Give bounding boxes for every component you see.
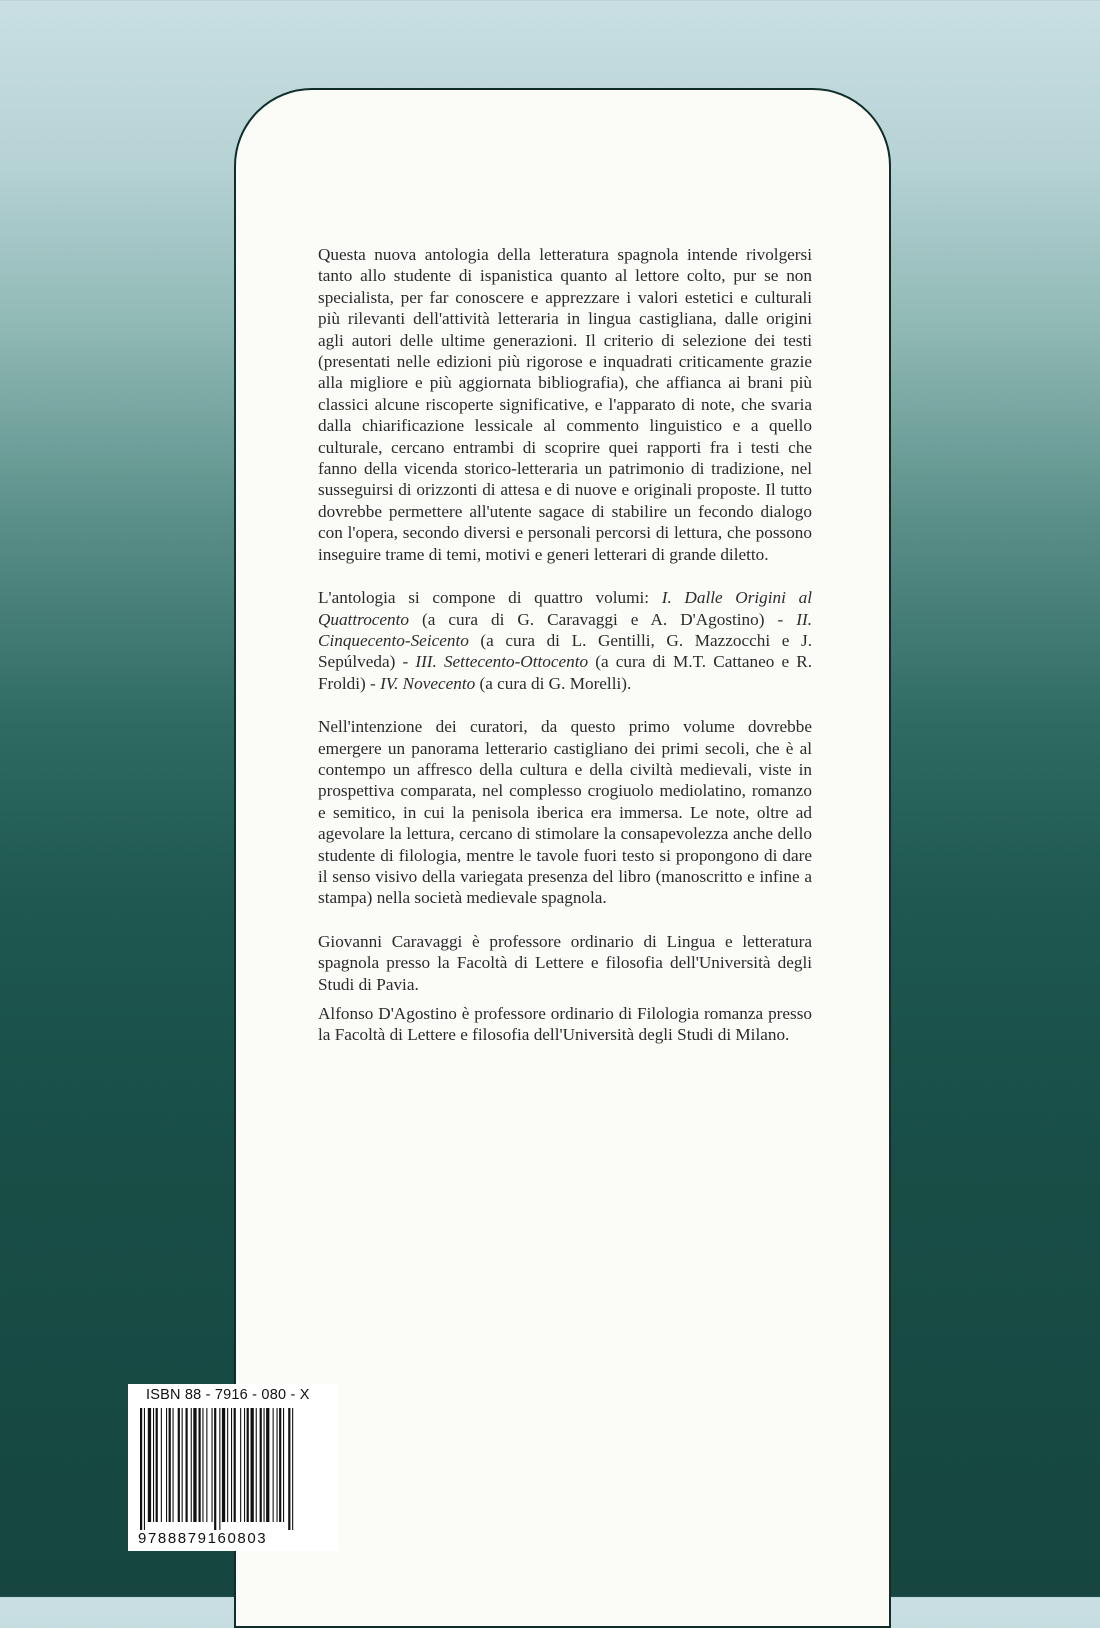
barcode-bar bbox=[173, 1408, 174, 1522]
barcode-bar bbox=[247, 1408, 249, 1522]
barcode-bar bbox=[166, 1408, 167, 1522]
barcode-bar bbox=[283, 1408, 284, 1522]
barcode-bar bbox=[186, 1408, 188, 1522]
back-cover-text bbox=[318, 244, 812, 1068]
barcode-bar bbox=[206, 1408, 207, 1522]
barcode-bar bbox=[161, 1408, 162, 1522]
barcode-bar bbox=[264, 1408, 265, 1522]
barcode-bar bbox=[222, 1408, 225, 1522]
barcode-bar bbox=[148, 1408, 151, 1522]
barcode-bar bbox=[178, 1408, 180, 1522]
barcode-bar bbox=[292, 1408, 293, 1530]
barcode-digits: 9788879160803 bbox=[138, 1530, 268, 1547]
volume-2-editors: (a cura di L. Gentilli, G. Mazzocchi e J. Sepúlveda) - bbox=[318, 630, 812, 672]
volume-2-title: II. Cinquecento-Seicento bbox=[318, 609, 812, 650]
volume-1-title: I. Dalle Origini al Quattrocento bbox=[318, 588, 812, 629]
volumes-paragraph bbox=[318, 587, 812, 694]
barcode-bar bbox=[244, 1408, 245, 1522]
barcode-bar bbox=[256, 1408, 257, 1522]
barcode-bar bbox=[169, 1408, 171, 1522]
barcode-bar bbox=[240, 1408, 241, 1522]
volumes-intro: L'antologia si compone di quattro volumi: bbox=[318, 588, 662, 608]
barcode-bar bbox=[273, 1408, 274, 1522]
barcode-bar bbox=[219, 1408, 220, 1530]
barcode-bar bbox=[193, 1408, 196, 1522]
barcode-bar bbox=[251, 1408, 254, 1522]
isbn-barcode bbox=[128, 1384, 338, 1551]
barcode-bars bbox=[138, 1408, 332, 1530]
barcode-bar bbox=[277, 1408, 278, 1522]
volume-4-title: IV. Novecento bbox=[380, 673, 476, 693]
barcode-bar bbox=[144, 1408, 145, 1530]
volume-3-editors: (a cura di M.T. Cattaneo e R. Froldi) - bbox=[318, 652, 813, 693]
barcode-bar bbox=[266, 1408, 269, 1522]
volume-4-editors: (a cura di G. Morelli). bbox=[475, 673, 632, 693]
barcode-bar bbox=[140, 1408, 142, 1530]
isbn-number: ISBN 88 - 7916 - 080 - X bbox=[146, 1387, 310, 1403]
barcode-bar bbox=[202, 1408, 203, 1522]
author-bio-caravaggi: Giovanni Caravaggi è professore ordinario di Lingua e letteratura spagnola presso la Facoltà di Lettere e filosofia dell'Università degli Studi di Pavia. bbox=[318, 931, 812, 994]
volume-1-editors: (a cura di G. Caravaggi e A. D'Agostino) - bbox=[409, 609, 797, 629]
barcode-bar bbox=[153, 1408, 154, 1522]
barcode-bar bbox=[260, 1408, 262, 1522]
barcode-bar bbox=[227, 1408, 228, 1522]
barcode-bar bbox=[214, 1408, 216, 1530]
barcode-bar bbox=[156, 1408, 158, 1522]
barcode-bar bbox=[234, 1408, 236, 1522]
barcode-bar bbox=[288, 1408, 290, 1530]
barcode-bar bbox=[182, 1408, 183, 1522]
barcode-bar bbox=[279, 1408, 281, 1522]
barcode-bar bbox=[199, 1408, 201, 1522]
description-paragraph: Questa nuova antologia della letteratura spagnola intende rivolgersi tanto allo studente di ispanistica quanto al lettore colto, pur se non specialista, per far conoscere e apprezzare i valori estetici e culturali più rilevanti dell'attività letteraria in lingua castigliana, dalle origini agli autori delle ultime generazioni. Il criterio di selezione dei testi (presentati nelle edizioni più rigorose e inquadrati criticamente grazie alla migliore e più aggiornata bibliografia), che affianca ai brani più classici alcune riscoperte significative, e l'apparato di note, che svaria dalla chiarificazione lessicale al commento linguistico e a quello culturale, cercano entrambi di scoprire quei rapporti fra i testi che fanno della vicenda storico-letteraria un patrimonio di tradizione, nel susseguirsi di orizzonti di attesa e di nuove e originali proposte. Il tutto dovrebbe permettere all'utente sagace di stabilire un fecondo dialogo con l'opera, secondo diversi e personali percorsi di lettura, che possono inseguire trame di temi, motivi e generi letterari di grande diletto. bbox=[318, 245, 812, 564]
curators-paragraph: Nell'intenzione dei curatori, da questo primo volume dovrebbe emergere un panorama letterario castigliano dei primi secoli, che è al contempo un affresco della cultura e della civiltà medievali, viste in prospettiva comparata, nel complesso crogiuolo mediolatino, romanzo e semitico, in cui la penisola iberica era immersa. Le note, oltre ad agevolare la lettura, cercano di stimolare la consapevolezza anche dello studente di filologia, mentre le tavole fuori testo si propongono di dare il senso visivo della variegata presenza del libro (manoscritto e infine a stampa) nella società medievale spagnola. bbox=[318, 717, 812, 908]
barcode-bar bbox=[191, 1408, 192, 1522]
barcode-bar bbox=[231, 1408, 232, 1522]
author-bio-dagostino: Alfonso D'Agostino è professore ordinario di Filologia romanza presso la Facoltà di Lettere e filosofia dell'Università degli Studi di Milano. bbox=[318, 1004, 812, 1045]
volume-3-title: III. Settecento-Ottocento bbox=[415, 652, 589, 672]
barcode-bar bbox=[212, 1408, 213, 1522]
